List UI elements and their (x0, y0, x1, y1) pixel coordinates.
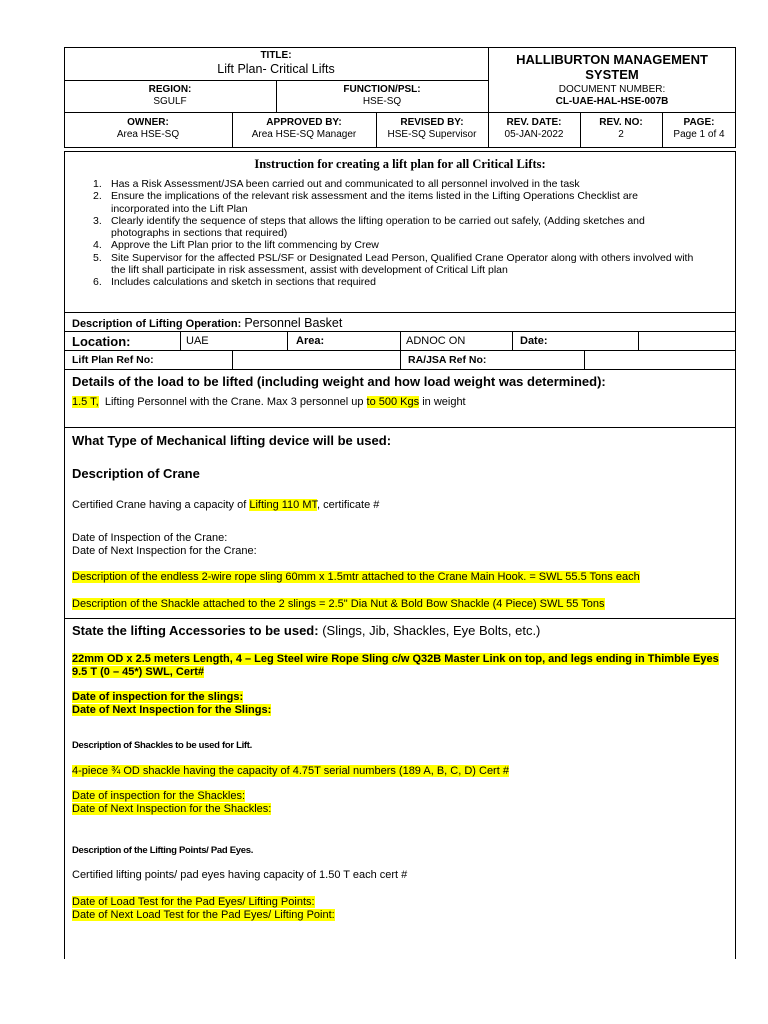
page-cell (662, 117, 736, 141)
rev-date-value: 05-JAN-2022 (504, 129, 564, 140)
instructions-section (64, 151, 736, 313)
area-label: Area: (296, 335, 325, 347)
device-heading: What Type of Mechanical lifting device will be used: (72, 433, 392, 448)
doc-number-cell (488, 84, 736, 108)
rev-date-label: REV. DATE: (506, 117, 562, 128)
load-text-end: in weight (419, 396, 466, 408)
crane-next-inspection-date: Date of Next Inspection for the Crane: (72, 544, 257, 557)
revised-value: HSE-SQ Supervisor (387, 129, 477, 140)
cell-divider (180, 331, 181, 350)
function-label: FUNCTION/PSL: (343, 84, 421, 95)
desc-operation (72, 316, 342, 330)
crane-inspection-date: Date of Inspection of the Crane: (72, 532, 228, 544)
accessories-heading-bold: State the lifting Accessories to be used: (72, 623, 319, 638)
list-item: 1. Has a Risk Assessment/JSA been carried out and communicated to all personnel involved in the task (93, 178, 580, 190)
crane-cert-text: Certified Crane having a capacity of (72, 499, 250, 511)
instructions-heading: Instruction for creating a lift plan for all Critical Lifts: (254, 157, 546, 171)
cell-divider (638, 331, 639, 350)
crane-heading: Description of Crane (72, 466, 200, 481)
title-cell (64, 50, 488, 76)
shackle-inspection: Date of inspection for the Shackles: Date of Next Inspection for the Shackles: (72, 790, 272, 815)
crane-cert-number: , certificate # (317, 499, 380, 511)
approved-value: Area HSE-SQ Manager (251, 129, 357, 140)
pad-eye-heading: Description of the Lifting Points/ Pad Eyes. (72, 845, 254, 856)
owner-label: OWNER: (127, 117, 169, 128)
region-cell (64, 84, 276, 108)
rev-no-cell (580, 117, 662, 141)
desc-operation-label: Description of Lifting Operation: (72, 318, 242, 330)
list-item: 3. Clearly identify the sequence of steps that allows the lifting operation to be carried out safely, (Adding sketches and photographs in sections that required) (93, 214, 645, 240)
load-weight: 1.5 T, (72, 396, 99, 408)
rev-date-cell (488, 117, 580, 141)
doc-number-value: CL-UAE-HAL-HSE-007B (555, 96, 669, 107)
rev-no-value: 2 (618, 129, 624, 140)
function-value: HSE-SQ (362, 96, 402, 107)
system-title-line1: HALLIBURTON MANAGEMENT (516, 52, 708, 67)
load-text: Lifting Personnel with the Crane. Max 3 personnel up (98, 396, 367, 408)
load-limit: to 500 Kgs (366, 396, 420, 408)
accessories-heading-note: (Slings, Jib, Shackles, Eye Bolts, etc.) (318, 623, 541, 638)
lift-plan-ref-label: Lift Plan Ref No: (72, 354, 154, 366)
cell-divider (287, 331, 288, 350)
area-value: ADNOC ON (406, 335, 466, 347)
accessories-heading (72, 623, 540, 638)
crane-sling-description: Description of the endless 2-wire rope sling 60mm x 1.5mtr attached to the Crane Main Hook. = SWL 55.5 Tons each (72, 571, 640, 583)
sling-inspection: Date of inspection for the slings: Date of Next Inspection for the Slings: (72, 691, 272, 716)
location-value: UAE (186, 335, 209, 347)
cell-divider (512, 331, 513, 350)
device-section (64, 428, 736, 619)
crane-certificate (72, 499, 379, 511)
owner-value: Area HSE-SQ (116, 129, 180, 140)
document-title: Lift Plan- Critical Lifts (217, 62, 335, 76)
function-cell (276, 84, 488, 108)
crane-inspection (72, 532, 257, 557)
cell-divider (584, 350, 585, 370)
list-item: 4. Approve the Lift Plan prior to the lift commencing by Crew (93, 239, 379, 252)
crane-shackle-description: Description of the Shackle attached to the 2 slings = 2.5" Dia Nut & Bold Bow Shackle (4 Piece) SWL 55 Tons (72, 598, 605, 610)
list-item: 6. Includes calculations and sketch in sections that required (93, 276, 376, 289)
page-label: PAGE: (683, 117, 715, 128)
desc-operation-value: Personnel Basket (244, 316, 343, 330)
owner-cell (64, 117, 232, 141)
sling-description: 22mm OD x 2.5 meters Length, 4 – Leg Steel wire Rope Sling c/w Q32B Master Link on top, and legs ending in Thimble Eyes 9.5 T (0 – 45*) SWL, Cert# (72, 653, 719, 678)
ra-jsa-ref-label: RA/JSA Ref No: (408, 354, 487, 366)
system-title-line2: SYSTEM (585, 67, 639, 82)
page-value: Page 1 of 4 (673, 129, 725, 140)
instructions-list (65, 178, 735, 289)
doc-number-label: DOCUMENT NUMBER: (558, 84, 666, 95)
list-item: 5. Site Supervisor for the affected PSL/SF or Designated Lead Person, Qualified Crane Operator along with others involved with the lift shall participate in risk assessment, assist with development of Critical Lift plan (93, 251, 694, 277)
pad-eye-load-test: Date of Load Test for the Pad Eyes/ Lifting Points: Date of Next Load Test for the Pad Eyes/ Lifting Point: (72, 896, 335, 921)
cell-divider (232, 350, 233, 370)
crane-capacity: Lifting 110 MT (249, 499, 317, 511)
revised-cell (376, 117, 488, 141)
load-heading: Details of the load to be lifted (including weight and how load weight was determined): (72, 374, 606, 389)
shackle-heading: Description of Shackles to be used for Lift. (72, 740, 252, 751)
system-title (488, 52, 736, 82)
cell-divider (400, 331, 401, 370)
shackle-description: 4-piece ¾ OD shackle having the capacity of 4.75T serial numbers (189 A, B, C, D) Cert # (72, 765, 509, 777)
approved-cell (232, 117, 376, 141)
approved-label: APPROVED BY: (266, 117, 342, 128)
header-divider (64, 112, 736, 113)
list-item: 2. Ensure the implications of the relevant risk assessment and the items listed in the Lifting Operations Checklist are incorporated into the Lift Plan (93, 190, 639, 215)
rev-no-label: REV. NO: (599, 117, 643, 128)
region-value: SGULF (153, 96, 187, 107)
region-label: REGION: (148, 84, 192, 95)
pad-eye-description: Certified lifting points/ pad eyes having capacity of 1.50 T each cert # (72, 869, 408, 881)
date-label: Date: (520, 335, 548, 347)
location-label: Location: (72, 334, 131, 349)
title-label: TITLE: (260, 50, 292, 61)
load-details (72, 396, 466, 408)
revised-label: REVISED BY: (400, 117, 464, 128)
